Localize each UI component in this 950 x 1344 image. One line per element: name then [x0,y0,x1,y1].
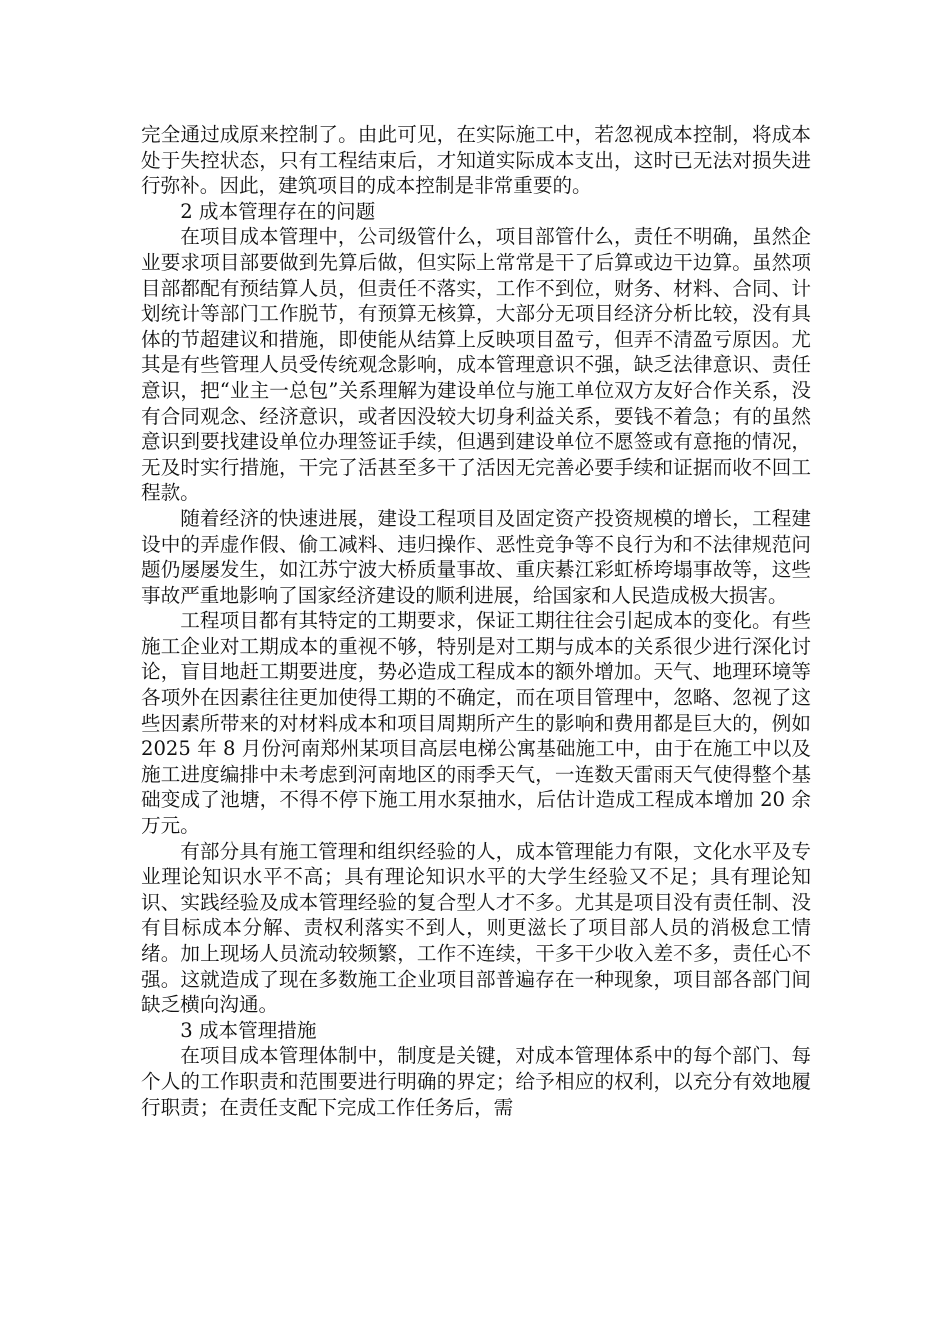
paragraph: 有部分具有施工管理和组织经验的人，成本管理能力有限，文化水平及专业理论知识水平不高；具有理论知识水平的大学生经验又不足；具有理论知识、实践经验及成本管理经验的复合型人才不多。尤其是项目没有责任制、没有目标成本分解、责权利落实不到人，则更滋长了项目部人员的消极怠工情绪。加上现场人员流动较频繁，工作不连续，干多干少收入差不多，责任心不强。这就造成了现在多数施工企业项目部普遍存在一种现象，项目部各部门间缺乏横向沟通。 [141,839,811,1017]
paragraph: 随着经济的快速进展，建设工程项目及固定资产投资规模的增长，工程建设中的弄虚作假、偷工减料、违归操作、恶性竞争等不良行为和不法律规范问题仍屡屡发生，如江苏宁波大桥质量事故、重庆綦江彩虹桥垮塌事故等，这些事故严重地影响了国家经济建设的顺利进展，给国家和人民造成极大损害。 [141,506,811,607]
section-heading-3: 3 成本管理措施 [180,1018,317,1042]
document-body [141,122,811,1120]
paragraph: 在项目成本管理中，公司级管什么，项目部管什么，责任不明确，虽然企业要求项目部要做到先算后做，但实际上常常是干了后算或边干边算。虽然项目部都配有预结算人员，但责任不落实，工作不到位，财务、材料、合同、计划统计等部门工作脱节，有预算无核算，大部分无项目经济分析比较，没有具体的节超建议和措施，即使能从结算上反映项目盈亏，但弄不清盈亏原因。尤其是有些管理人员受传统观念影响，成本管理意识不强，缺乏法律意识、责任意识，把“业主一总包”关系理解为建设单位与施工单位双方友好合作关系，没有合同观念、经济意识，或者因没较大切身利益关系，要钱不着急；有的虽然意识到要找建设单位办理签证手续，但遇到建设单位不愿签或有意拖的情况，无及时实行措施，干完了活甚至多干了活因无完善必要手续和证据而收不回工程款。 [141,225,811,505]
paragraph: 工程项目都有其特定的工期要求，保证工期往往会引起成本的变化。有些施工企业对工期成本的重视不够，特别是对工期与成本的关系很少进行深化讨论，盲目地赶工期要进度，势必造成工程成本的额外增加。天气、地理环境等各项外在因素往往更加使得工期的不确定，而在项目管理中，忽略、忽视了这些因素所带来的对材料成本和项目周期所产生的影响和费用都是巨大的，例如 2025 年 8 月份河南郑州某项目高层电梯公寓基础施工中，由于在施工中以及施工进度编排中未考虑到河南地区的雨季天气，一连数天雷雨天气使得整个基础变成了池塘，不得不停下施工用水泵抽水，后估计造成工程成本增加 20 余万元。 [141,609,811,838]
paragraph: 在项目成本管理体制中，制度是关键，对成本管理体系中的每个部门、每个人的工作职责和范围要进行明确的界定；给予相应的权利，以充分有效地履行职责；在责任支配下完成工作任务后，需 [141,1044,811,1119]
paragraph-continued: 完全通过成原来控制了。由此可见，在实际施工中，若忽视成本控制，将成本处于失控状态，只有工程结束后，才知道实际成本支出，这时已无法对损失进行弥补。因此，建筑项目的成本控制是非常重要的。 [141,123,811,198]
section-heading-2: 2 成本管理存在的问题 [180,199,376,223]
